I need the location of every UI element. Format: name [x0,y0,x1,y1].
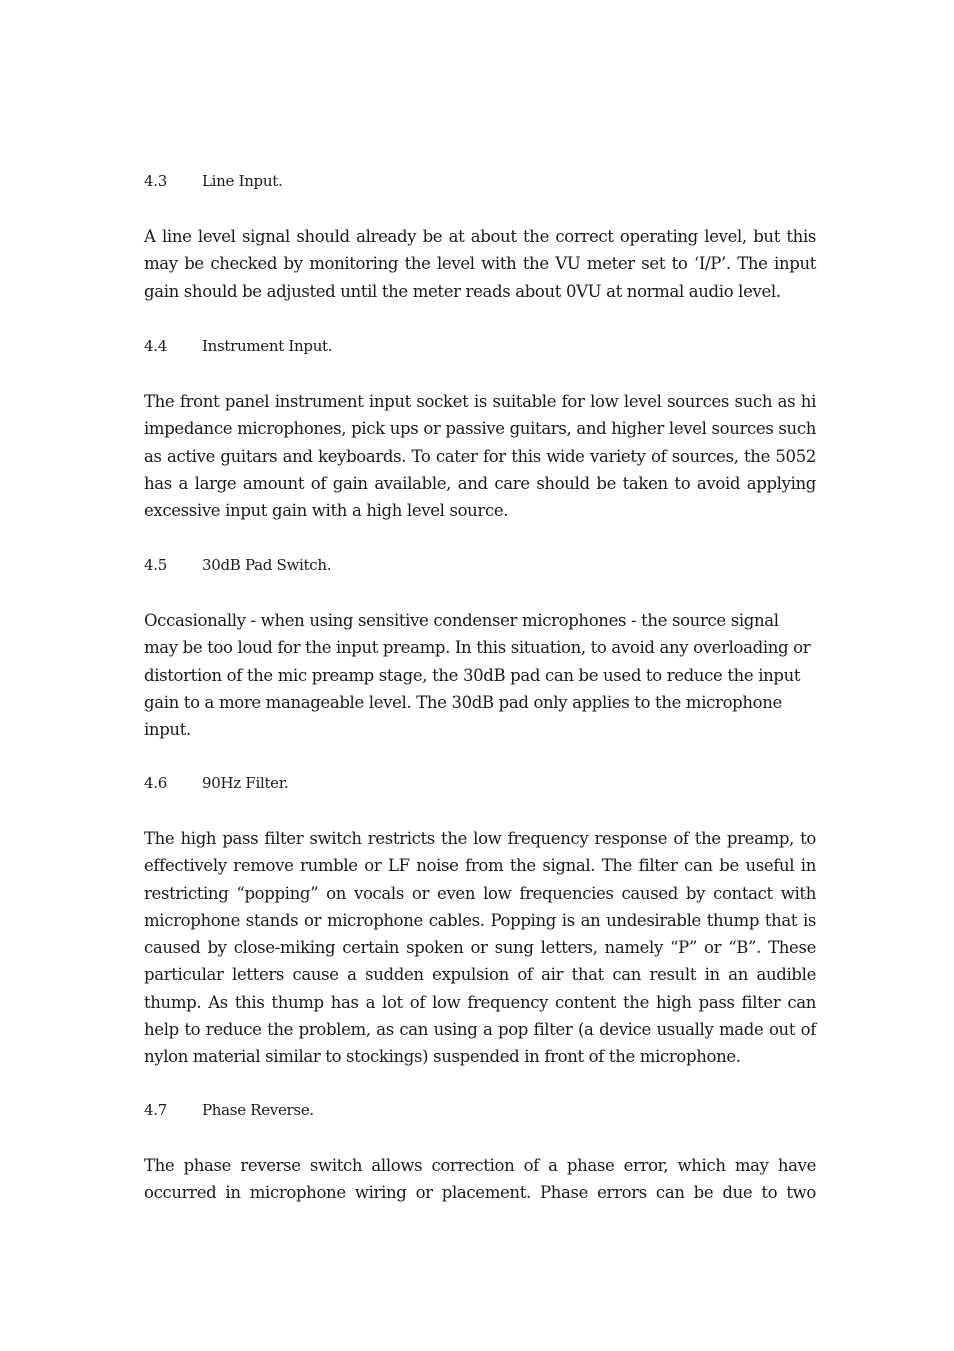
section-4-5 [144,554,816,743]
section-body: The phase reverse switch allows correction of a phase error, which may have occurred in microphone wiring or placement. Phase errors can be due to two [144,1156,816,1203]
section-number: 4.3 [144,172,167,190]
section-title: Instrument Input. [202,337,333,355]
section-heading [144,335,816,357]
section-4-6 [144,772,816,1071]
section-heading [144,170,816,192]
section-number: 4.7 [144,1101,167,1119]
section-4-7 [144,1099,816,1207]
section-title: 90Hz Filter. [202,774,289,792]
section-heading [144,772,816,794]
section-heading [144,1099,816,1121]
section-number: 4.4 [144,337,167,355]
section-title: Line Input. [202,172,283,190]
section-number: 4.6 [144,774,167,792]
section-body: Occasionally - when using sensitive condenser microphones - the source signal may be too loud for the input preamp. In this situation, to avoid any overloading or distortion of the mic preamp stage, the 30dB pad can be used to reduce the input gain to a more manageable level. The 30dB pad only applies to the microphone input. [144,611,811,740]
section-4-3 [144,170,816,305]
section-body: The high pass filter switch restricts the low frequency response of the preamp, to effectively remove rumble or LF noise from the signal. The filter can be useful in restricting “popping” on vocals or even low frequencies caused by contact with microphone stands or microphone cables. Popping is an undesirable thump that is caused by close-miking certain spoken or sung letters, namely “P” or “B”. These particular letters cause a sudden expulsion of air that can result in an audible thump. As this thump has a lot of low frequency content the high pass filter can help to reduce the problem, as can using a pop filter (a device usually made out of nylon material similar to stockings) suspended in front of the microphone. [144,829,816,1067]
section-number: 4.5 [144,556,167,574]
section-heading [144,554,816,576]
section-title: Phase Reverse. [202,1101,314,1119]
section-body: The front panel instrument input socket is suitable for low level sources such as hi impedance microphones, pick ups or passive guitars, and higher level sources such as active guitars and keyboards. To cater for this wide variety of sources, the 5052 has a large amount of gain available, and care should be taken to avoid applying excessive input gain with a high level source. [144,392,816,521]
section-4-4 [144,335,816,524]
section-title: 30dB Pad Switch. [202,556,332,574]
section-body: A line level signal should already be at about the correct operating level, but this may be checked by monitoring the level with the VU meter set to ‘I/P’. The input gain should be adjusted until the meter reads about 0VU at normal audio level. [144,227,816,301]
